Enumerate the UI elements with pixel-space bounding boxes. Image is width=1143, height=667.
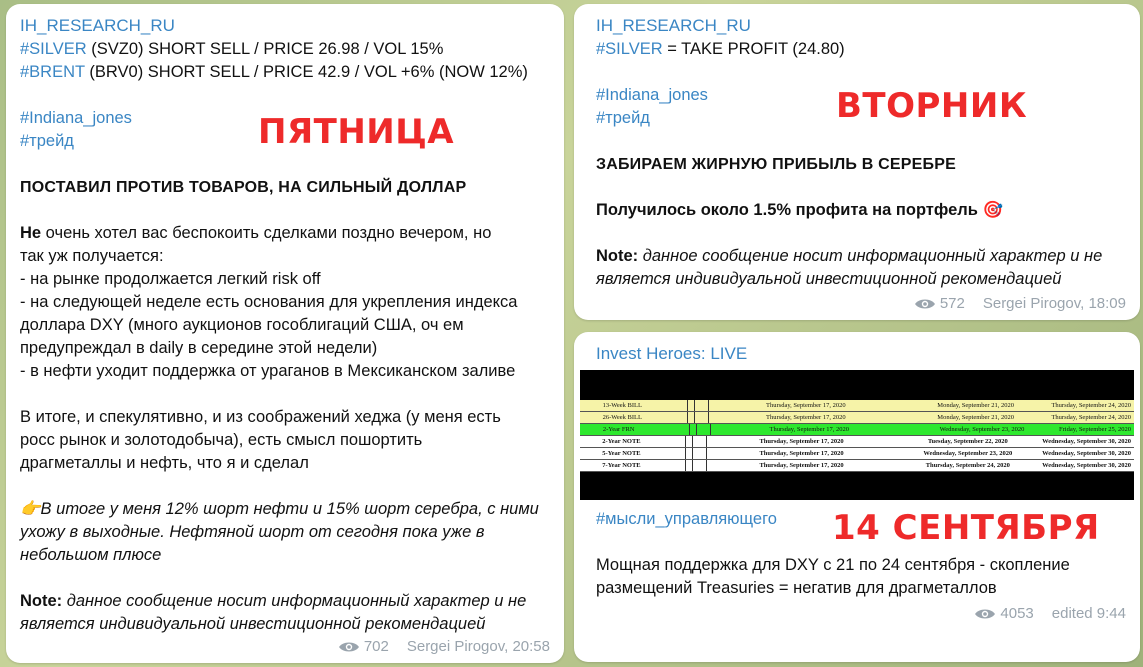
profit-line — [596, 199, 1118, 222]
paragraph-3-line-1 — [20, 498, 550, 521]
note-label: Note: — [20, 592, 63, 610]
eye-icon — [338, 640, 360, 654]
note-line-1 — [20, 590, 550, 613]
message-heading: ПОСТАВИЛ ПРОТИВ ТОВАРОВ, НА СИЛЬНЫЙ ДОЛЛАР — [20, 179, 467, 196]
silver-hashtag[interactable]: #SILVER — [20, 40, 87, 58]
table-cell: Wednesday, September 23, 2020 — [923, 450, 1013, 457]
table-cell: Wednesday, September 30, 2020 — [1042, 438, 1131, 445]
table-row — [580, 424, 1134, 436]
table-cell — [685, 436, 693, 447]
table-cell: Thursday, September 17, 2020 — [766, 402, 846, 409]
note-text: данное сообщение носит информационный характер и не — [638, 247, 1103, 265]
message-card-friday[interactable] — [6, 4, 564, 663]
table-row — [580, 436, 1134, 448]
paragraph-1-line-7: - в нефти уходит поддержка от ураганов в Мексиканском заливе — [20, 362, 516, 380]
date-label: 14 СЕНТЯБРЯ — [832, 508, 1100, 548]
table-cell: 13-Week BILL — [602, 402, 642, 409]
paragraph-1-line-4: - на следующей неделе есть основания для укрепления индекса — [20, 293, 518, 311]
table-cell — [695, 412, 709, 423]
table-cell — [687, 400, 695, 411]
table-cell: Thursday, September 24, 2020 — [1051, 414, 1131, 421]
brent-hashtag[interactable]: #BRENT — [20, 63, 85, 81]
brent-line — [20, 61, 550, 84]
view-count: 702 — [363, 638, 389, 655]
note-text: данное сообщение носит информационный характер и не — [62, 592, 527, 610]
table-cell: Wednesday, September 30, 2020 — [1042, 450, 1131, 457]
silver-hashtag[interactable]: #SILVER — [596, 40, 663, 58]
profit-text: Получилось около 1.5% профита на портфель — [596, 201, 978, 219]
table-cell: Thursday, September 17, 2020 — [759, 462, 844, 469]
table-row — [580, 448, 1134, 460]
paragraph-1-line-6: предупреждал в daily в середине этой недели) — [20, 339, 378, 357]
message-meta — [338, 638, 550, 655]
silver-line — [596, 38, 1118, 61]
table-cell — [685, 460, 693, 471]
silver-trade-text: (SVZ0) SHORT SELL / PRICE 26.98 / VOL 15% — [86, 40, 444, 58]
table-cell: Thursday, September 24, 2020 — [925, 462, 1010, 469]
view-count: 572 — [939, 295, 965, 312]
paragraph-text: очень хотел вас беспокоить сделками поздно вечером, но — [41, 224, 492, 242]
channel-name[interactable]: IH_RESEARCH_RU — [596, 16, 751, 35]
table-cell — [693, 436, 707, 447]
take-profit-text: = TAKE PROFIT (24.80) — [662, 40, 845, 58]
brent-trade-text: (BRV0) SHORT SELL / PRICE 42.9 / VOL +6% (NOW 12%) — [84, 63, 528, 81]
table-row — [580, 400, 1134, 412]
author-time: Sergei Pirogov, 20:58 — [406, 638, 550, 655]
table-row — [580, 460, 1134, 472]
eye-icon — [914, 297, 936, 311]
table-cell — [685, 448, 693, 459]
message-meta — [974, 605, 1126, 622]
bold-word: Не — [20, 224, 42, 242]
treasury-schedule-image[interactable] — [580, 370, 1134, 500]
note-line-2: является индивидуальной инвестиционной рекомендацией — [596, 270, 1062, 288]
table-cell: Wednesday, September 30, 2020 — [1042, 462, 1131, 469]
indiana-jones-hashtag[interactable]: #Indiana_jones — [596, 86, 708, 104]
table-cell: 26-Week BILL — [602, 414, 642, 421]
paragraph-2-line-2: росс рынок и золотодобыча), есть смысл пошортить — [20, 431, 423, 449]
note-line-1 — [596, 245, 1118, 268]
indiana-jones-hashtag[interactable]: #Indiana_jones — [20, 109, 132, 127]
paragraph-3-line-2: ухожу в выходные. Нефтяной шорт от сегодня пока уже в — [20, 523, 485, 541]
paragraph-3-line-3: небольшом плюсе — [20, 546, 162, 564]
pointing-hand-icon: 👉 — [20, 500, 41, 518]
author-time: Sergei Pirogov, 18:09 — [982, 295, 1126, 312]
table-cell: Monday, September 21, 2020 — [937, 414, 1014, 421]
table-cell: Wednesday, September 23, 2020 — [939, 426, 1025, 433]
table-cell — [693, 448, 707, 459]
table-cell: 5-Year NOTE — [602, 450, 641, 457]
note-line-2: является индивидуальной инвестиционной рекомендацией — [20, 615, 486, 633]
table-cell: Thursday, September 17, 2020 — [759, 438, 844, 445]
table-cell — [689, 424, 697, 435]
message-text-line-2: размещений Treasuries = негатив для драгметаллов — [596, 579, 997, 597]
message-meta — [914, 295, 1126, 312]
day-label-friday: ПЯТНИЦА — [258, 112, 455, 152]
message-heading: ЗАБИРАЕМ ЖИРНУЮ ПРИБЫЛЬ В СЕРЕБРЕ — [596, 156, 956, 173]
message-card-september[interactable] — [574, 332, 1140, 662]
paragraph-2-line-3: драгметаллы и нефть, что я и сделал — [20, 454, 309, 472]
note-label: Note: — [596, 247, 639, 265]
table-cell: Thursday, September 24, 2020 — [1051, 402, 1131, 409]
table-cell: Monday, September 21, 2020 — [937, 402, 1014, 409]
table-cell: Thursday, September 17, 2020 — [759, 450, 844, 457]
view-count: 4053 — [1000, 605, 1034, 622]
table-cell: 2-Year NOTE — [602, 438, 641, 445]
manager-thoughts-hashtag[interactable]: #мысли_управляющего — [596, 510, 777, 528]
table-row — [580, 412, 1134, 424]
eye-icon — [974, 607, 996, 621]
message-text-line-1: Мощная поддержка для DXY с 21 по 24 сентября - скопление — [596, 556, 1070, 574]
paragraph-1-line-5: доллара DXY (много аукционов гособлигаций США, оч ем — [20, 316, 464, 334]
day-label-tuesday: ВТОРНИК — [836, 86, 1028, 126]
table-cell: 7-Year NOTE — [602, 462, 641, 469]
table-cell: Thursday, September 17, 2020 — [766, 414, 846, 421]
edited-time: edited 9:44 — [1051, 605, 1126, 622]
trade-hashtag[interactable]: #трейд — [596, 109, 650, 127]
table-cell — [687, 412, 695, 423]
table-cell: Tuesday, September 22, 2020 — [927, 438, 1008, 445]
paragraph-1-line-3: - на рынке продолжается легкий risk off — [20, 270, 321, 288]
paragraph-2-line-1: В итоге, и спекулятивно, и из соображений хеджа (у меня есть — [20, 408, 501, 426]
table-cell — [695, 400, 709, 411]
table-cell — [697, 424, 711, 435]
channel-name[interactable]: Invest Heroes: LIVE — [596, 344, 748, 363]
paragraph-1-line-1 — [20, 222, 550, 245]
table-cell — [693, 460, 707, 471]
target-icon: 🎯 — [982, 201, 1004, 219]
treasury-schedule-table — [580, 400, 1134, 472]
channel-name[interactable]: IH_RESEARCH_RU — [20, 16, 175, 35]
paragraph-1-line-2: так уж получается: — [20, 247, 164, 265]
trade-hashtag[interactable]: #трейд — [20, 132, 74, 150]
table-cell: Thursday, September 17, 2020 — [769, 426, 850, 433]
silver-line — [20, 38, 550, 61]
paragraph-text: В итоге у меня 12% шорт нефти и 15% шорт серебра, с ними — [40, 500, 539, 518]
message-card-tuesday[interactable] — [574, 4, 1140, 320]
table-cell: 2-Year FRN — [602, 426, 635, 433]
table-cell: Friday, September 25, 2020 — [1059, 426, 1131, 433]
